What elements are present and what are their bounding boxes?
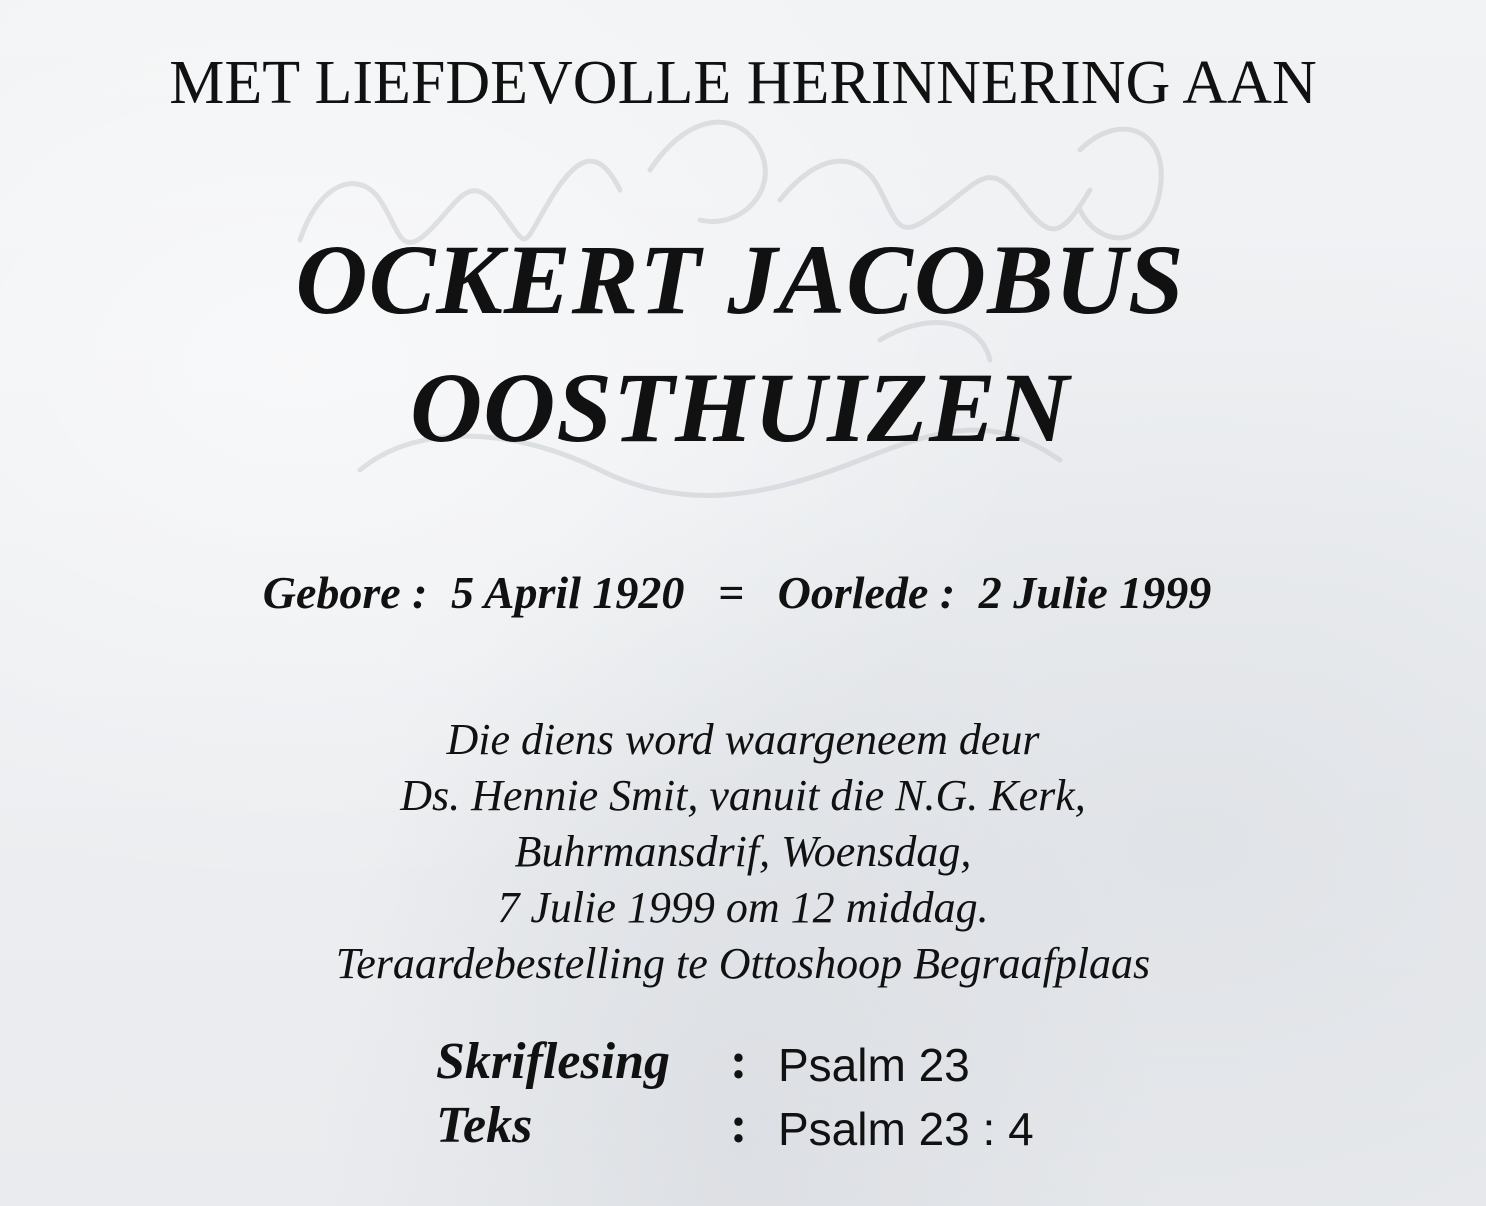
reading-value: Psalm 23 : 4 [778,1103,1034,1155]
deceased-first-names: OCKERT JACOBUS [295,224,1185,335]
service-line: Buhrmansdrif, Woensdag, [514,827,972,876]
reading-colon: : [730,1033,748,1090]
service-details [0,712,1486,992]
service-line: Die diens word waargeneem deur [446,715,1040,764]
reading-colon: : [730,1097,748,1154]
reading-value: Psalm 23 [778,1039,970,1091]
reading-label: Skriflesing [436,1033,671,1090]
died-label: Oorlede : [777,567,956,618]
service-line: Teraardebestelling te Ottoshoop Begraafplaas [335,939,1151,988]
date-separator: = [717,567,745,618]
reading-label: Teks [436,1097,533,1154]
died-date: 2 Julie 1999 [978,567,1212,618]
life-dates [0,566,1480,619]
born-label: Gebore : [262,567,428,618]
service-line: 7 Julie 1999 om 12 middag. [497,883,989,932]
service-line: Ds. Hennie Smit, vanuit die N.G. Kerk, [400,771,1086,820]
memorial-heading: MET LIEFDEVOLLE HERINNERING AAN [169,49,1317,117]
deceased-surname: OOSTHUIZEN [409,352,1071,463]
born-date: 5 April 1920 [451,567,685,618]
